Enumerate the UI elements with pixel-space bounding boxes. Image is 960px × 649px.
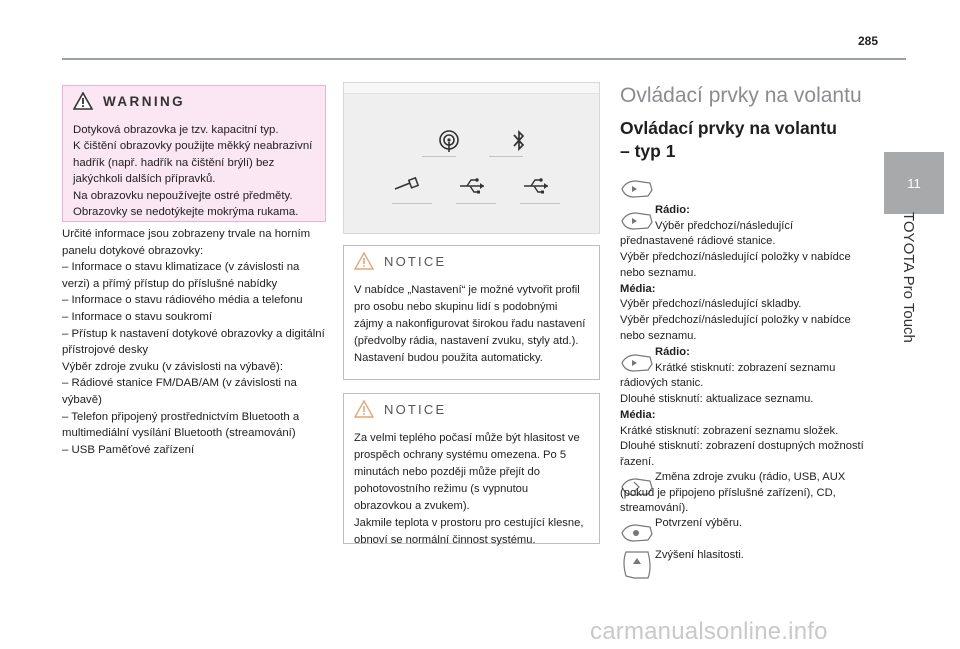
- wheel-item-text: Krátké stisknutí: zobrazení seznamu složek. Dlouhé stisknutí: zobrazení dostupných možností řazení.: [620, 424, 864, 468]
- wheel-item-list: [620, 345, 868, 471]
- wheel-item-text: Potvrzení výběru.: [655, 517, 743, 529]
- notice-title: NOTICE: [384, 401, 447, 417]
- notice-title: NOTICE: [384, 253, 447, 269]
- warning-box: [62, 85, 326, 222]
- wheel-item-label: Média:: [620, 408, 656, 421]
- chapter-title: [867, 212, 957, 372]
- notice-box-profile: [343, 245, 600, 380]
- warning-header: [63, 86, 325, 116]
- warning-text: Dotyková obrazovka je tzv. kapacitní typ. K čištění obrazovky použijte měkký neabrazivní hadřík (např. hadřík na čištění brýlí) bez jakýchkoli dalších přípravků. Na obrazovku nepoužívejte ostré předměty. Obrazovky se nedotýkejte mokrýma rukama.: [73, 124, 313, 219]
- icon-underline: [456, 203, 496, 204]
- icon-underline: [392, 203, 432, 204]
- notice-header: [344, 394, 599, 424]
- header-rule: [62, 58, 906, 60]
- wheel-item-source: [620, 470, 868, 517]
- warning-title: WARNING: [103, 93, 186, 109]
- wheel-item-volume: [620, 548, 868, 564]
- wheel-item-text: Změna zdroje zvuku (rádio, USB, AUX (pokud je připojeno příslušné zařízení), CD, streamování).: [620, 471, 846, 515]
- wheel-item-seek: [620, 203, 868, 344]
- notice-header: [344, 246, 599, 276]
- notice-icon: [354, 400, 374, 418]
- section-heading: Ovládací prvky na volantu: [620, 84, 862, 107]
- chapter-title-text: TOYOTA Pro Touch: [900, 212, 917, 343]
- wheel-item-label: Média:: [620, 282, 656, 295]
- wheel-item-text: Výběr předchozí/následující skladby. Výběr předchozí/následující položky v nabídce nebo seznamu.: [620, 298, 851, 342]
- chapter-number: 11: [907, 175, 921, 191]
- icon-underline: [489, 156, 523, 157]
- notice-text: Za velmi teplého počasí může být hlasitost ve prospěch ochrany systému omezena. Po 5 minutách nebo později může přejít do pohotovostního režimu (s vypnutou obrazovkou a zvukem). Jakmile teplota v prostoru pro cestující klesne, obnoví se normální činnost systému.: [354, 432, 584, 546]
- wheel-item-text: Zvýšení hlasitosti.: [655, 549, 744, 561]
- top-bar-illustration: [343, 82, 600, 234]
- wheel-item-confirm: [620, 516, 868, 532]
- notice-text: V nabídce „Nastavení“ je možné vytvořit profil pro osobu nebo skupinu lidí s podobnými zájmy a nakonfigurovat širokou řadu nastavení (předvolby rádia, nastavení zvuku, styly atd.). Nastavení budou použita automaticky.: [354, 284, 586, 364]
- icon-underline: [520, 203, 560, 204]
- bluetooth-icon: [502, 124, 536, 158]
- wheel-item-label: Rádio:: [655, 204, 690, 216]
- subsection-heading: Ovládací prvky na volantu – typ 1: [620, 118, 837, 161]
- left-column-text: Určité informace jsou zobrazeny trvale na horním panelu dotykové obrazovky: – Informace o stavu klimatizace (v závislosti na verzi) a přímý přístup do příslušné nabídky – Informace o stavu rádiového média a telefonu – Informace o stavu soukromí – Přístup k nastavení dotykové obrazovky a digitální přístrojové desky Výběr zdroje zvuku (v závislosti na výbavě): – Rádiové stanice FM/DAB/AM (v závislosti na výbavě) – Telefon připojený prostřednictvím Bluetooth a multimediální vysílání Bluetooth (streamování) – USB Paměťové zařízení: [62, 228, 325, 456]
- warning-icon: [73, 92, 93, 110]
- wheel-item-text: Krátké stisknutí: zobrazení seznamu rádiových stanic. Dlouhé stisknutí: aktualizace seznamu.: [620, 361, 836, 406]
- page-number: 285: [858, 34, 879, 48]
- icon-underline: [422, 156, 456, 157]
- illustration-top-strip: [344, 83, 599, 94]
- steering-control-icon: [620, 178, 654, 200]
- chapter-tab: [884, 152, 944, 214]
- usb-icon: [520, 169, 554, 203]
- aux-icon: [390, 169, 424, 203]
- notice-box-temperature: [343, 393, 600, 544]
- notice-icon: [354, 252, 374, 270]
- wheel-item-text: Výběr předchozí/následující přednastavené rádiové stanice. Výběr předchozí/následující položky v nabídce nebo seznamu.: [620, 219, 851, 279]
- wheel-item-label: Rádio:: [655, 346, 690, 358]
- radio-icon: [432, 124, 466, 158]
- watermark: carmanualsonline.info: [590, 618, 828, 645]
- usb-icon: [456, 169, 490, 203]
